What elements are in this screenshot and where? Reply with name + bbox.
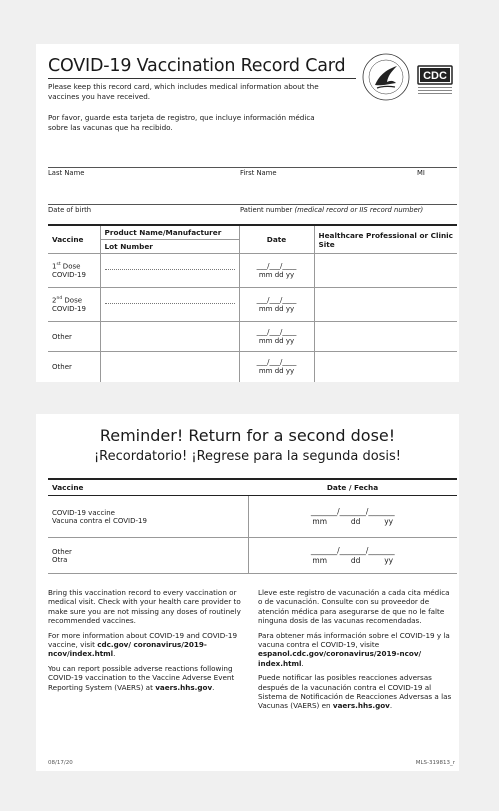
table-row: [48, 254, 457, 288]
product-cell[interactable]: [100, 254, 239, 288]
site-cell[interactable]: [314, 352, 457, 382]
cdc-espanol-link[interactable]: espanol.cdc.gov/coronavirus/2019-ncov/ index.html: [258, 649, 422, 668]
date-cell[interactable]: ___/___/____ mm dd yy: [239, 322, 314, 352]
reminder-subtitle: ¡Recordatorio! ¡Regrese para la segunda dosis!: [93, 449, 402, 464]
header-vaccine: Vaccine: [48, 225, 100, 254]
patient-number-label: [240, 206, 423, 214]
name-line: [48, 167, 457, 168]
first-name-label: First Name: [240, 169, 277, 177]
footer-date: 08/17/20: [48, 760, 73, 766]
vaccine-cell: COVID-19 vaccine Vacuna contra el COVID-19: [48, 496, 248, 538]
dob-line: [48, 204, 457, 205]
intro-spanish: Por favor, guarde esta tarjeta de registro, que incluye información médica sobre las vacunas que ha recibido.: [48, 113, 315, 132]
patient-number-text: Patient number: [240, 206, 293, 214]
vaers-link[interactable]: vaers.hhs.gov: [332, 701, 390, 711]
info-paragraph: Puede notificar las posibles reacciones adversas después de la vacunación contra el COVID-19 al Sistema de Notificación de Reacciones Adversas a las Vacunas (VAERS) en vaers.hhs.gov.: [258, 673, 452, 711]
product-cell[interactable]: [100, 322, 239, 352]
svg-text:CDC: CDC: [423, 70, 447, 82]
vaers-link[interactable]: vaers.hhs.gov: [155, 682, 213, 692]
dob-label: Date of birth: [48, 206, 92, 214]
cdc-logo-icon: [414, 64, 456, 98]
last-name-label: Last Name: [48, 169, 85, 177]
site-cell[interactable]: [314, 254, 457, 288]
card-title: COVID-19 Vaccination Record Card: [48, 56, 346, 76]
info-paragraph: Para obtener más información sobre el COVID-19 y la vacuna contra el COVID-19, visite espanol.cdc.gov/coronavirus/2019-ncov/ index.html.: [258, 630, 450, 668]
intro-english: Please keep this record card, which includes medical information about the vaccines you have received.: [48, 82, 319, 101]
date-cell[interactable]: ___/___/____ mm dd yy: [239, 254, 314, 288]
dose-label: 2nd Dose COVID-19: [48, 288, 100, 322]
title-divider: [48, 78, 356, 79]
table-row: [48, 322, 457, 352]
product-cell[interactable]: [100, 352, 239, 382]
info-paragraph: For more information about COVID-19 and COVID-19 vaccine, visit cdc.gov/ coronavirus/2019-ncov/index.html.: [48, 630, 238, 659]
patient-number-note: (medical record or IIS record number): [294, 206, 424, 214]
site-cell[interactable]: [314, 288, 457, 322]
table-row: [48, 288, 457, 322]
vaccine-table: [48, 224, 457, 382]
info-english: [48, 588, 244, 697]
second-dose-table: [48, 478, 457, 574]
dose-label: 1st Dose COVID-19: [48, 254, 100, 288]
vaccination-card-back: [36, 414, 459, 771]
header-site: Healthcare Professional or Clinic Site: [314, 225, 457, 254]
site-cell[interactable]: [314, 322, 457, 352]
info-paragraph: Lleve este registro de vacunación a cada cita médica o de vacunación. Consulte con su proveedor de atención médica para asegurarse de que no le falte ninguna dosis de las vacunas recomendadas.: [258, 588, 450, 626]
table-row: [48, 538, 457, 574]
date-cell[interactable]: _______/_______/_______ mm dd yy: [248, 496, 457, 538]
table-row: [48, 496, 457, 538]
table-row: [48, 352, 457, 382]
header-product: Product Name/Manufacturer: [100, 225, 239, 240]
other-label: Other: [48, 352, 100, 382]
other-label: Other: [48, 322, 100, 352]
header-date: Date: [239, 225, 314, 254]
vaccine-cell: Other Otra: [48, 538, 248, 574]
cdc-link[interactable]: cdc.gov/ coronavirus/2019-ncov/index.html: [48, 640, 207, 659]
footer-code: MLS-319813_r: [415, 760, 455, 766]
cdc-logo: [414, 64, 456, 98]
hhs-seal-icon: [361, 52, 411, 102]
mi-label: MI: [417, 169, 425, 177]
header-vaccine: Vaccine: [48, 479, 248, 496]
header-lot: Lot Number: [100, 240, 239, 254]
header-date: Date / Fecha: [248, 479, 457, 496]
product-cell[interactable]: [100, 288, 239, 322]
reminder-title: Reminder! Return for a second dose!: [99, 426, 396, 445]
date-cell[interactable]: _______/_______/_______ mm dd yy: [248, 538, 457, 574]
vaccination-card-front: [36, 44, 459, 382]
info-spanish: [258, 588, 454, 716]
info-paragraph: Bring this vaccination record to every vaccination or medical visit. Check with your health care provider to make sure you are not missing any doses of routinely recommended vaccines.: [48, 588, 241, 626]
date-cell[interactable]: ___/___/____ mm dd yy: [239, 352, 314, 382]
date-cell[interactable]: ___/___/____ mm dd yy: [239, 288, 314, 322]
info-paragraph: You can report possible adverse reactions following COVID-19 vaccination to the Vaccine Adverse Event Reporting System (VAERS) at vaers.hhs.gov.: [48, 663, 235, 692]
